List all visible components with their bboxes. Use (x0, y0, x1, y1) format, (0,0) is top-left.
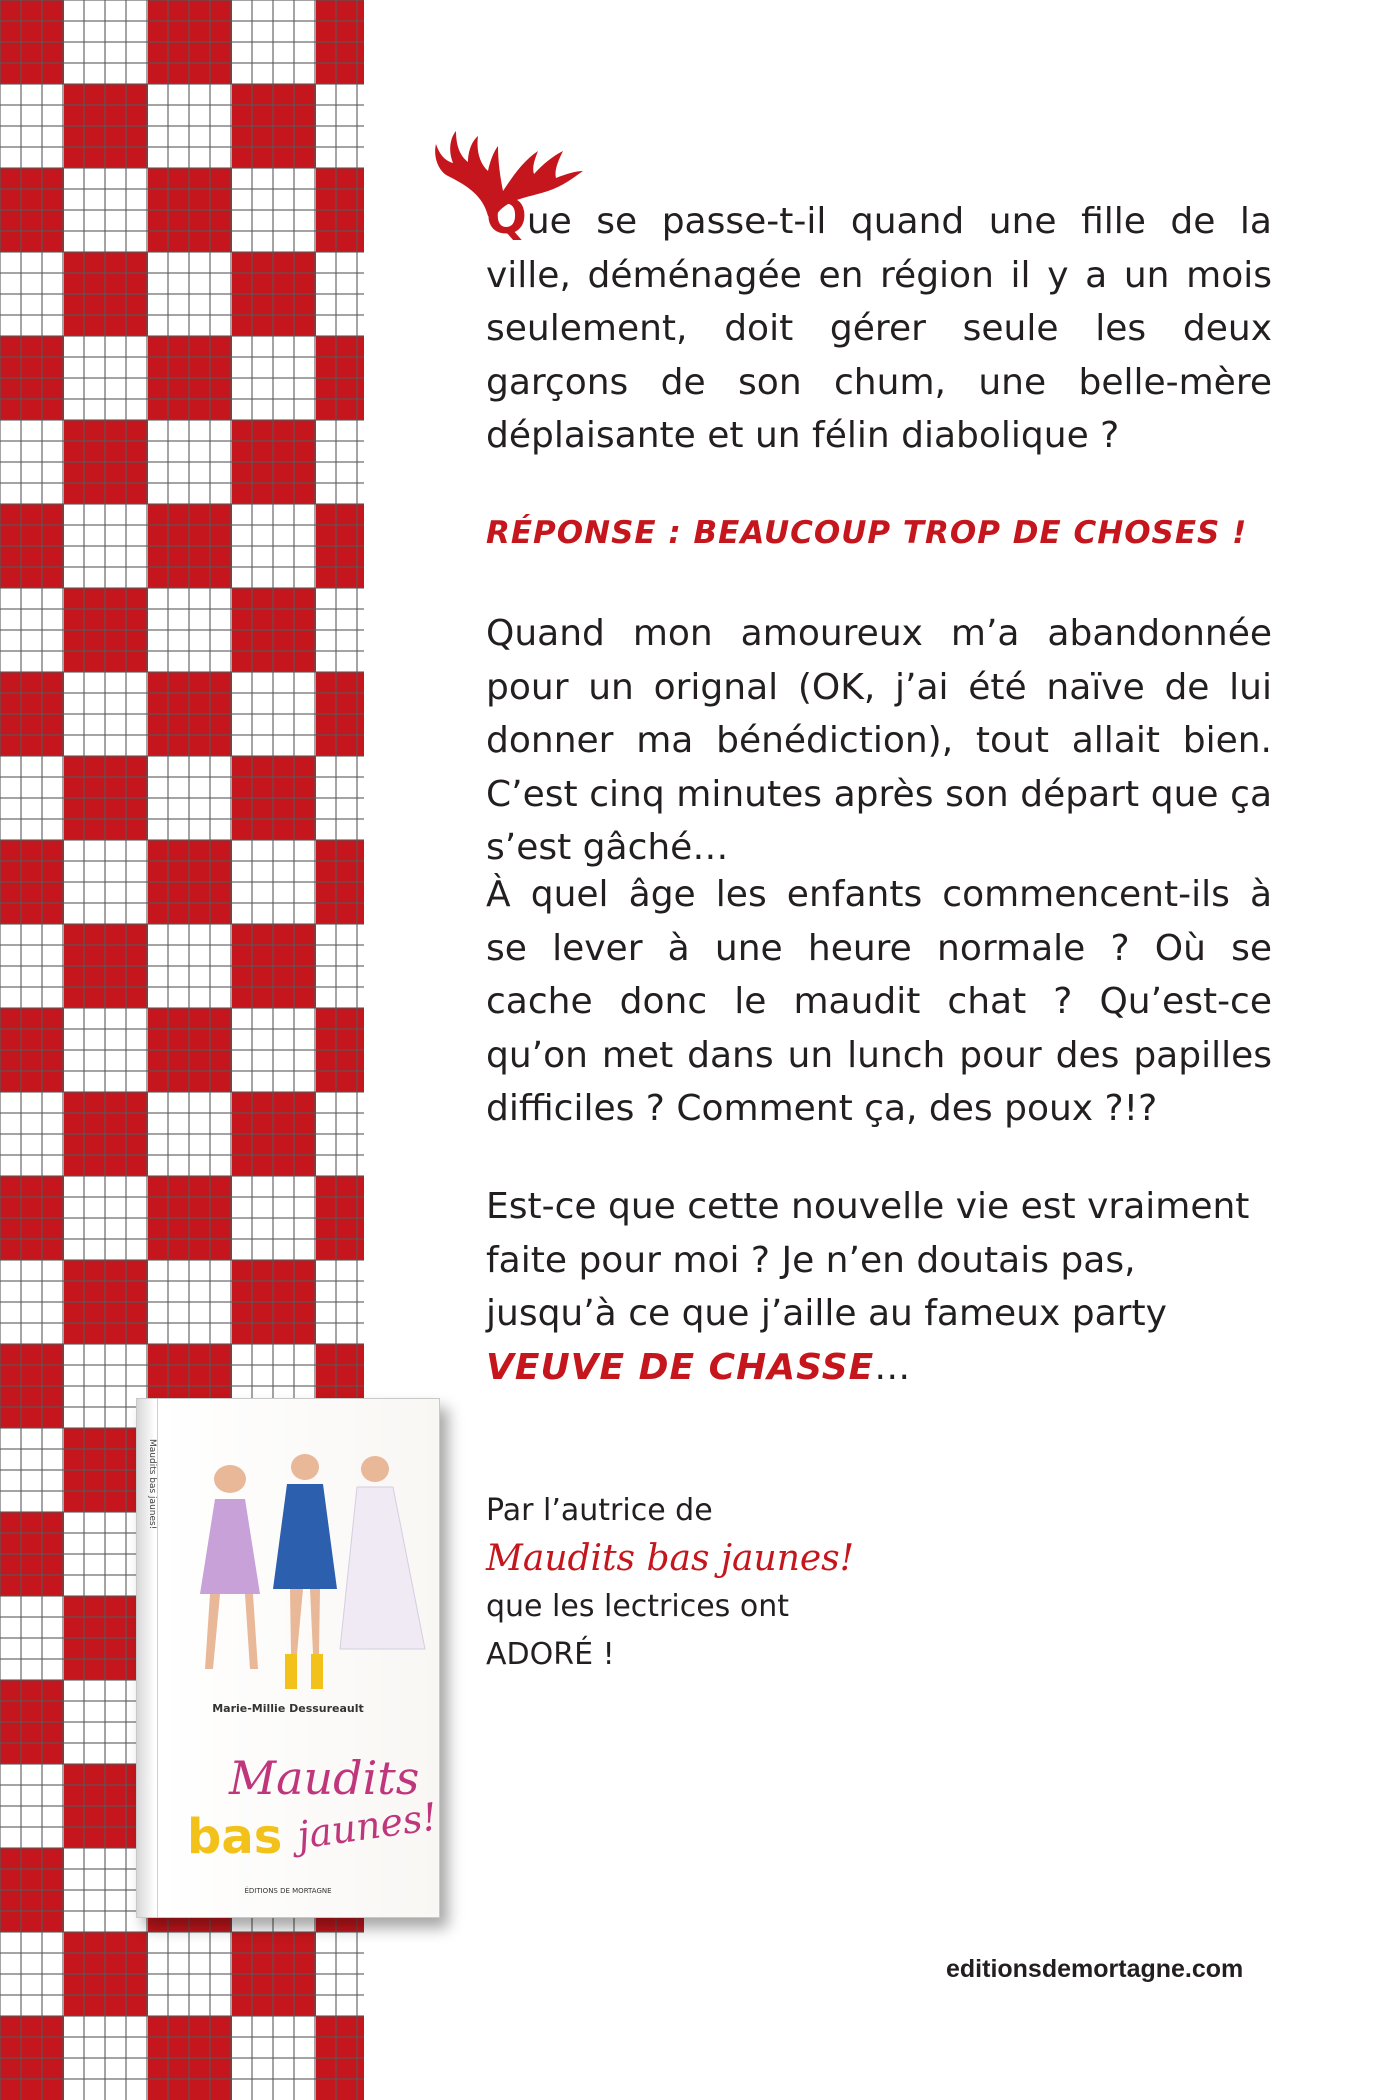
intro-text: ue se passe-t-il quand une fille de la ville, déménagée en région il y a un mois seulement, doit gérer seule les deux garçons de son chum, une belle-mère déplaisante et un félin diabolique ? (486, 201, 1272, 456)
book-author: Marie-Millie Dessureault (212, 1702, 364, 1715)
publisher-website: editionsdemortagne.com (946, 1955, 1244, 1983)
paragraph-4-text: Est-ce que cette nouvelle vie est vraiment faite pour moi ? Je n’en doutais pas, jusqu’à ce que j’aille au fameux party (486, 1186, 1250, 1334)
reponse-heading: RÉPONSE : BEAUCOUP TROP DE CHOSES ! (486, 515, 1248, 551)
paragraph-2: Quand mon amoureux m’a abandonnée pour un orignal (OK, j’ai été naïve de lui donner ma bénédiction), tout allait bien. C’est cinq minutes après son départ que ça s’est gâché… (486, 613, 1272, 868)
paragraph-4 (486, 1180, 1272, 1394)
byline-line1: Par l’autrice de (486, 1493, 713, 1528)
book-title-maudits: Maudits (229, 1751, 420, 1805)
paragraph-4-ellipsis: … (874, 1346, 911, 1388)
byline-book-title: Maudits bas jaunes! (486, 1538, 855, 1579)
dropcap: Q (486, 189, 527, 245)
book-title-bas: bas (187, 1809, 283, 1865)
book-publisher: ÉDITIONS DE MORTAGNE (244, 1887, 332, 1895)
book-spine (157, 1399, 158, 1917)
paragraph-3: À quel âge les enfants commencent-ils à se lever à une heure normale ? Où se cache donc le maudit chat ? Qu’est-ce qu’on met dans un lunch pour des papilles difficiles ? Comment ça, des poux ?!? (486, 874, 1272, 1129)
byline-line4: ADORÉ ! (486, 1637, 615, 1672)
dress-illustration (165, 1419, 435, 1699)
veuve-de-chasse-highlight: VEUVE DE CHASSE (486, 1346, 875, 1388)
book-side-text: Maudits bas jaunes! (147, 1439, 157, 1530)
book-thumbnail (136, 1398, 440, 1918)
byline (486, 1487, 906, 1679)
intro-paragraph (486, 189, 1272, 463)
book-title-jaunes: jaunes! (294, 1794, 441, 1858)
byline-line3: que les lectrices ont (486, 1589, 789, 1624)
